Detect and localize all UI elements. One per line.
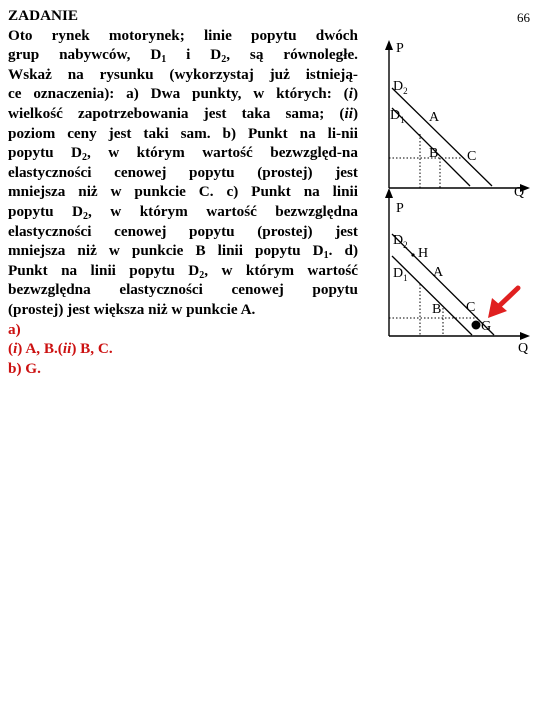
bottom-p-label: P [396,201,404,216]
task-line: mniejsza niż w punkcie B linii popytu $D_1$. d) [8,242,358,262]
task-line: wielkość zapotrzebowania jest taka sama; (ii) [8,104,358,122]
bottom-point-h-marker [411,253,414,256]
top-point-c-label: C [467,149,477,164]
answer-b: b) G. [8,359,41,377]
task-line: poziom ceny jest taki sam. b) Punkt na li-nii [8,124,358,142]
answer-heading: a) [8,320,21,338]
task-line: popytu $D_2$, w którym wartość bezwzględna [8,202,358,222]
top-point-b-label: B [429,146,439,161]
task-line: Oto rynek motorynek; linie popytu dwóch [8,26,358,44]
bottom-point-g-marker [472,321,481,330]
bottom-point-c-label: C [466,300,476,315]
top-q-label: Q [514,185,525,200]
top-d2-label: $D_2$ [393,79,408,96]
bottom-q-label: Q [518,341,529,356]
bottom-d1-label: $D_1$ [393,266,408,283]
bottom-x-arrowhead [520,332,530,340]
task-line: elastyczności cenowej popytu (prostej) jest [8,222,358,240]
bottom-point-h-label: H [418,246,429,261]
top-point-a-label: A [429,110,440,125]
answer-a: (i) A, B.(ii) B, C. [8,340,113,358]
task-line: Punkt na linii popytu $D_2$, w którym wartość [8,261,358,281]
bottom-d1-line [392,256,472,335]
task-line: ce oznaczenia): a) Dwa punkty, w których: (i) [8,85,358,103]
bottom-point-b-label: B [432,302,442,317]
task-line: grup nabywców, $D_1$ i $D_2$, są równoległe. [8,46,358,66]
task-line: mniejsza niż w punkcie C. c) Punkt na linii [8,183,358,201]
task-line: Wskaż na rysunku (wykorzystaj już istnieją- [8,65,358,83]
bottom-d2-label: $D_2$ [393,233,408,250]
page-number: 66 [517,10,530,25]
bottom-point-g-label: G [481,319,492,334]
task-line: elastyczności cenowej popytu (prostej) jest [8,163,358,181]
task-line: bezwzględna elastyczności cenowej popytu [8,281,358,299]
task-line: popytu $D_2$, w którym wartość bezwzględ-na [8,144,358,164]
red-arrow-icon [488,288,518,318]
task-line: (prostej) jest większa niż w punkcie A. [8,300,256,318]
bottom-point-a-label: A [433,265,444,280]
task-title: ZADANIE [8,7,79,24]
bottom-y-arrowhead [385,188,393,198]
top-p-label: P [396,41,404,56]
top-d1-label: $D_1$ [390,108,405,125]
